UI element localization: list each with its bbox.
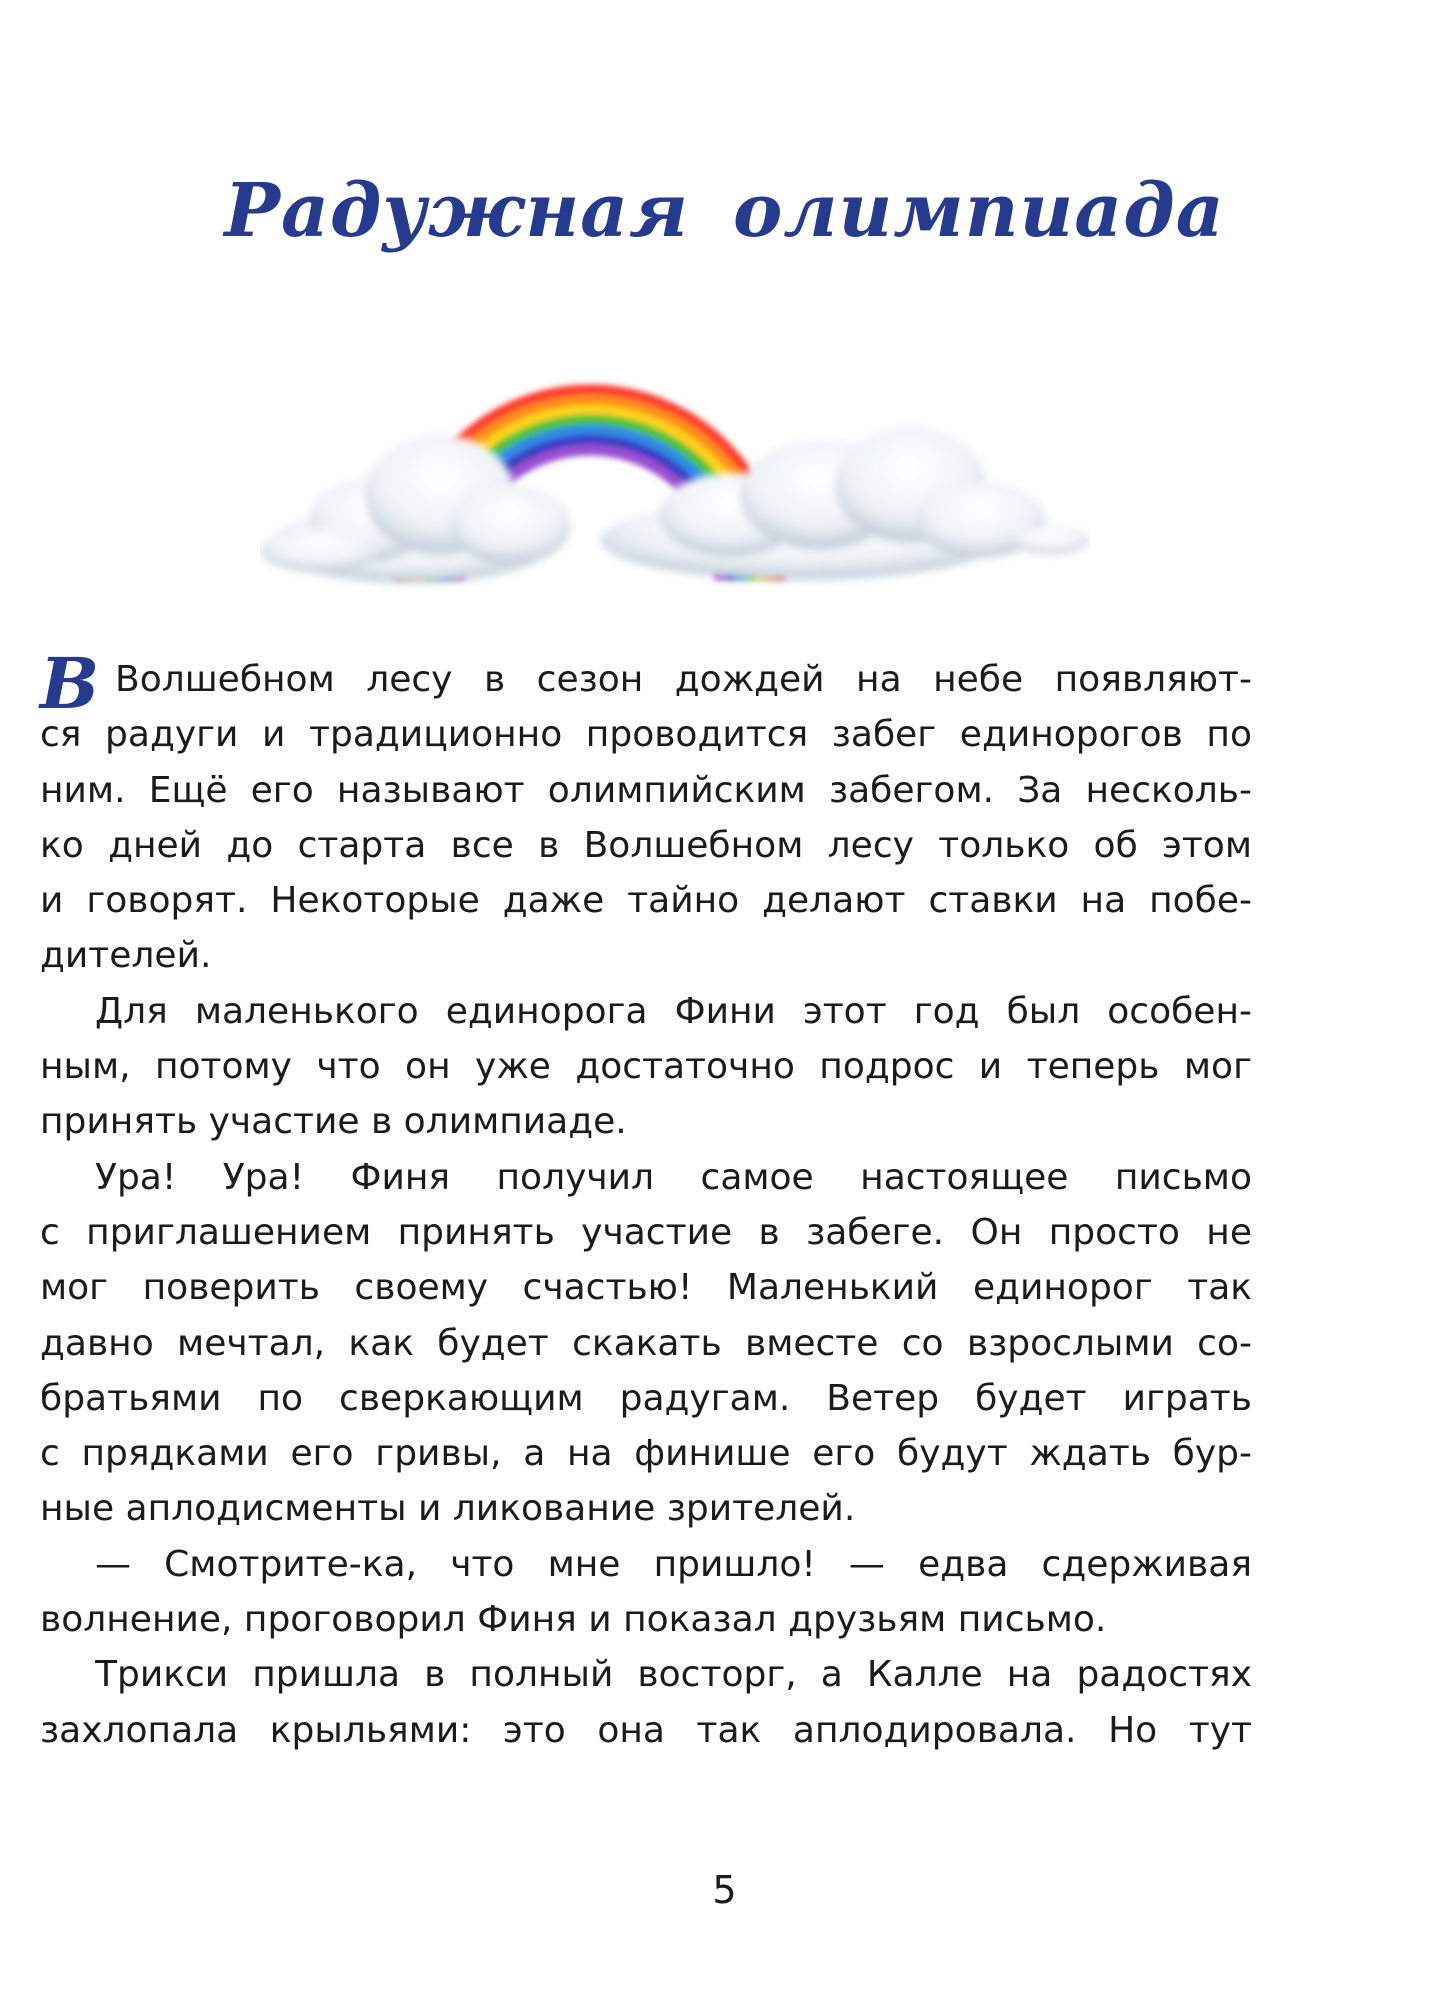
text-line: братьями по сверкающим радугам. Ветер будет играть — [40, 1377, 1252, 1419]
text-line: с прядками его гривы, а на финише его будут ждать бур- — [40, 1433, 1252, 1475]
rainbow-over-clouds-illustration — [260, 335, 1090, 605]
text-line: и говорят. Некоторые даже тайно делают ставки на побе- — [40, 880, 1252, 922]
text-line: ко дней до старта все в Волшебном лесу только об этом — [40, 824, 1252, 866]
text-line: Ура! Ура! Финя получил самое настоящее письмо — [95, 1156, 1252, 1198]
paragraph-first-line — [40, 642, 1252, 725]
text-line: Для маленького единорога Фини этот год был особен- — [95, 990, 1252, 1032]
line-text: Волшебном лесу в сезон дождей на небе появляют- — [115, 659, 1252, 700]
text-line: ным, потому что он уже достаточно подрос и теперь мог — [40, 1046, 1252, 1088]
text-line: — Смотрите-ка, что мне пришло! — едва сдерживая — [95, 1543, 1252, 1585]
text-line: мог поверить своему счастью! Маленький единорог так — [40, 1267, 1252, 1309]
title-word: олимпиада — [733, 168, 1225, 254]
text-line: ним. Ещё его называют олимпийским забегом. За несколь- — [40, 769, 1252, 811]
title-word: Радужная — [224, 168, 690, 254]
drop-cap: В — [40, 642, 100, 725]
text-line: ся радуги и традиционно проводится забег единорогов по — [40, 714, 1252, 756]
text-line: Трикси пришла в полный восторг, а Калле на радостях — [95, 1654, 1252, 1696]
text-line: принять участие в олимпиаде. — [40, 1101, 627, 1143]
text-line: давно мечтал, как будет скакать вместе со взрослыми со- — [40, 1322, 1252, 1364]
text-line: захлопала крыльями: это она так аплодировала. Но тут — [40, 1709, 1252, 1751]
page-number: 5 — [712, 1868, 737, 1912]
story-text — [40, 642, 1252, 1758]
text-line: дителей. — [40, 935, 212, 977]
text-line: волнение, проговорил Финя и показал друзьям письмо. — [40, 1599, 1107, 1641]
text-line: ные аплодисменты и ликование зрителей. — [40, 1488, 856, 1530]
chapter-title — [0, 168, 1449, 254]
text-line: с приглашением принять участие в забеге. Он просто не — [40, 1211, 1252, 1253]
